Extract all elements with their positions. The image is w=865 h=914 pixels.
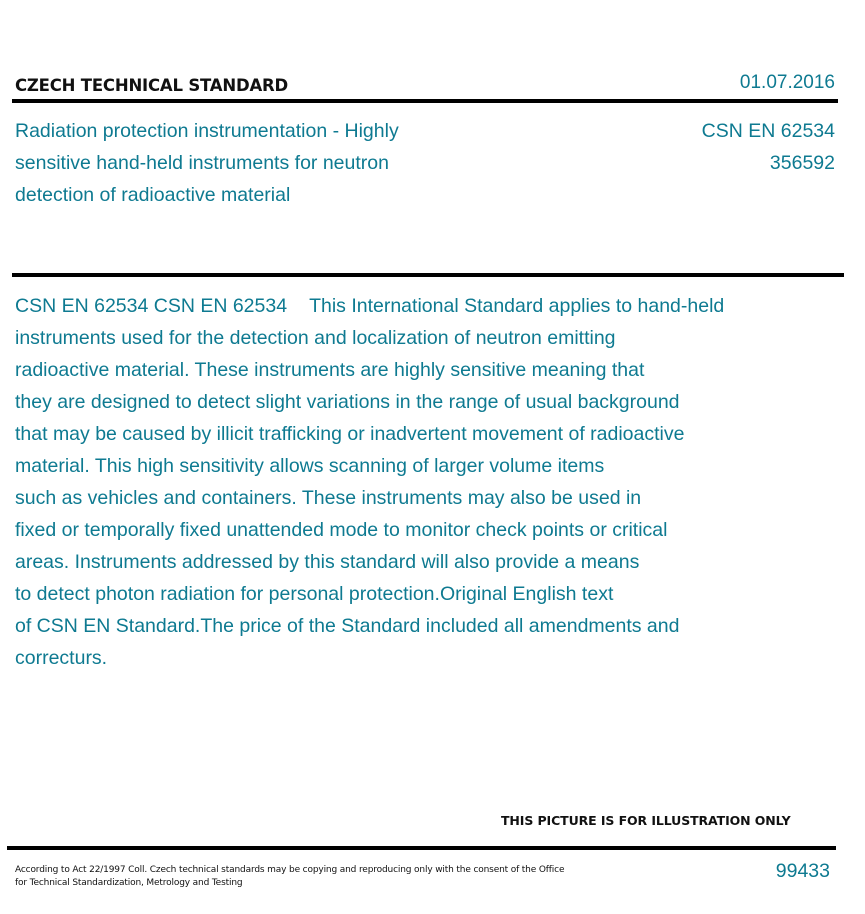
standard-type-label: CZECH TECHNICAL STANDARD bbox=[15, 76, 289, 95]
standard-number: CSN EN 62534 bbox=[701, 120, 835, 142]
description-line: fixed or temporally fixed unattended mode to monitor check points or critical bbox=[15, 519, 668, 541]
legal-line: for Technical Standardization, Metrology and Testing bbox=[15, 878, 243, 888]
description-line: of CSN EN Standard.The price of the Standard included all amendments and bbox=[15, 615, 680, 637]
description-line: correcturs. bbox=[15, 647, 108, 669]
description-lead: CSN EN 62534 CSN EN 62534 bbox=[15, 295, 288, 317]
catalog-number: 356592 bbox=[769, 152, 835, 174]
standard-title-line: detection of radioactive material bbox=[15, 184, 291, 206]
description-line: areas. Instruments addressed by this standard will also provide a means bbox=[15, 551, 640, 573]
footer-divider bbox=[7, 846, 836, 850]
standard-description bbox=[15, 290, 815, 674]
description-line bbox=[15, 290, 815, 322]
standard-title-line: Radiation protection instrumentation - Highly bbox=[15, 120, 399, 142]
description-line: they are designed to detect slight variations in the range of usual background bbox=[15, 391, 680, 413]
standard-identifiers bbox=[702, 115, 835, 179]
standard-title-line: sensitive hand-held instruments for neutron bbox=[15, 152, 389, 174]
description-line: radioactive material. These instruments are highly sensitive meaning that bbox=[15, 359, 645, 381]
legal-notice bbox=[15, 864, 615, 890]
publication-date: 01.07.2016 bbox=[739, 72, 835, 93]
description-line: such as vehicles and containers. These instruments may also be used in bbox=[15, 487, 642, 509]
standard-title bbox=[15, 115, 475, 211]
description-text: This International Standard applies to hand-held bbox=[309, 295, 725, 317]
illustration-note: THIS PICTURE IS FOR ILLUSTRATION ONLY bbox=[501, 813, 791, 828]
header-divider bbox=[12, 99, 838, 103]
title-divider bbox=[12, 273, 844, 277]
description-line: material. This high sensitivity allows scanning of larger volume items bbox=[15, 455, 605, 477]
description-line: to detect photon radiation for personal protection.Original English text bbox=[15, 583, 614, 605]
description-line: instruments used for the detection and localization of neutron emitting bbox=[15, 327, 616, 349]
document-code: 99433 bbox=[775, 860, 830, 882]
legal-line: According to Act 22/1997 Coll. Czech technical standards may be copying and reproducing only with the consent of the Office bbox=[15, 865, 565, 875]
description-line: that may be caused by illicit trafficking or inadvertent movement of radioactive bbox=[15, 423, 685, 445]
